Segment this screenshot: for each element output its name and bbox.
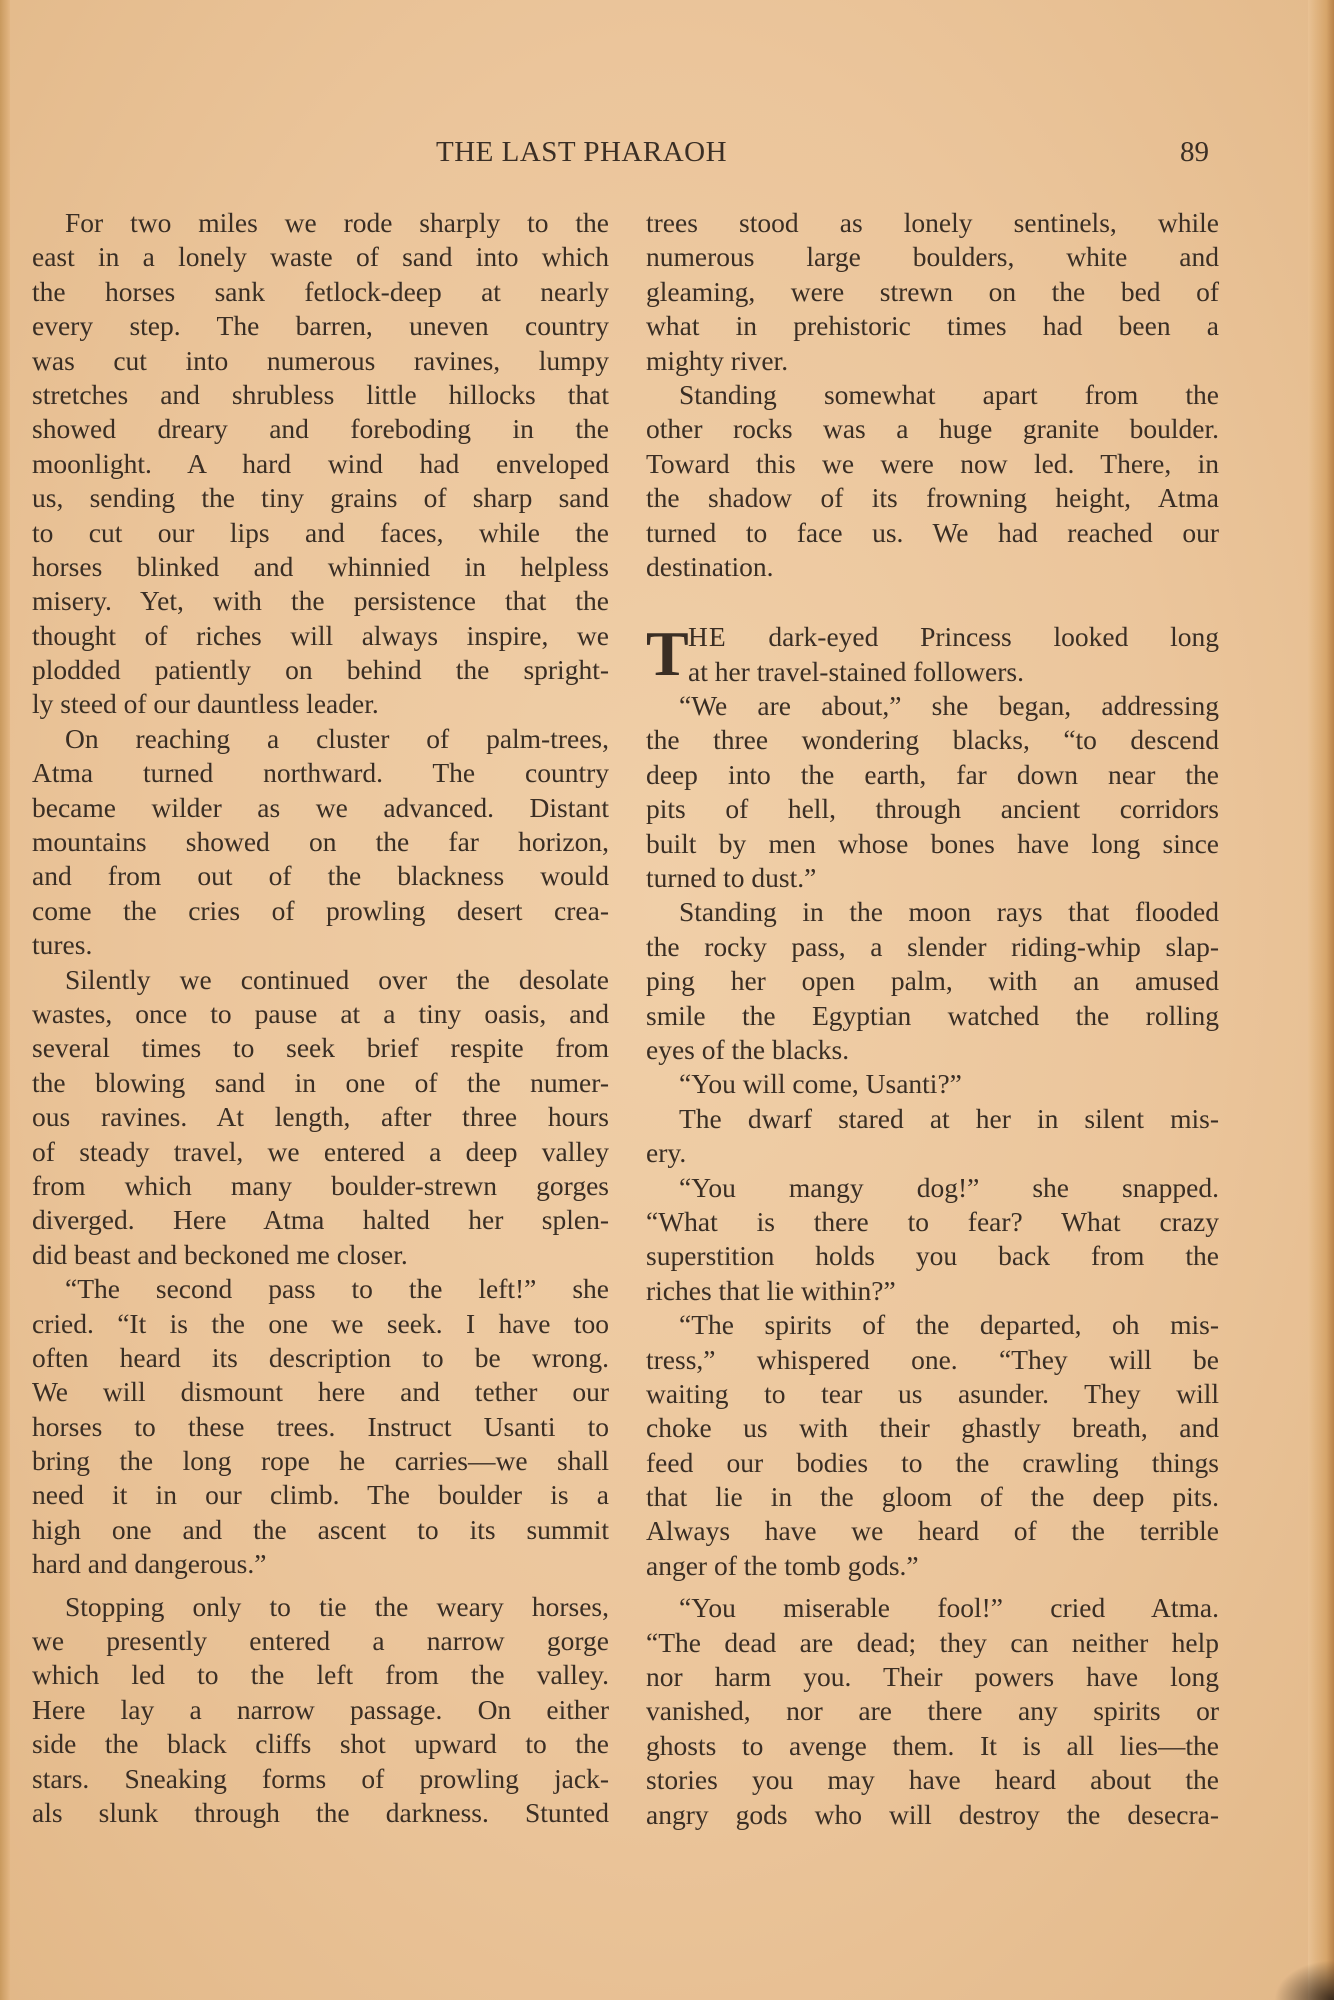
text-line: at her travel-stained followers. [688, 655, 1024, 687]
text-line: Standing in the moon rays that flooded [679, 896, 1219, 928]
text-line: superstition holds you back from the [646, 1240, 1219, 1272]
text-line: showed dreary and foreboding in the [32, 413, 609, 445]
text-line: that lie in the gloom of the deep pits. [646, 1481, 1219, 1513]
text-line: numerous large boulders, white and [646, 241, 1219, 273]
page-outer-edge [1308, 0, 1334, 2000]
text-line: come the cries of prowling desert crea- [32, 894, 609, 926]
text-line: On reaching a cluster of palm-trees, [65, 722, 609, 754]
text-line: eyes of the blacks. [646, 1033, 850, 1065]
text-line: nor harm you. Their powers have long [646, 1661, 1219, 1693]
text-line-rest: dark-eyed Princess looked long [726, 621, 1219, 653]
text-line: what in prehistoric times had been a [646, 310, 1219, 342]
text-line: tress,” whispered one. “They will be [646, 1343, 1219, 1375]
running-title: THE LAST PHARAOH [436, 136, 728, 168]
paragraph [646, 895, 1219, 1067]
paragraph [646, 206, 1219, 378]
text-line: Stopping only to tie the weary horses, [65, 1590, 609, 1622]
text-line: Always have we heard of the terrible [646, 1515, 1219, 1547]
text-line: The dwarf stared at her in silent mis- [679, 1102, 1219, 1134]
small-caps-lead: HE [688, 621, 727, 653]
text-line: pits of hell, through ancient corridors [646, 793, 1219, 825]
text-line: Silently we continued over the desolate [65, 963, 609, 995]
text-line: built by men whose bones have long since [646, 827, 1219, 859]
section-opening-paragraph [646, 620, 1219, 689]
text-line: need it in our climb. The boulder is a [32, 1479, 609, 1511]
text-line: horses to these trees. Instruct Usanti to [32, 1410, 609, 1442]
paragraph [32, 1590, 609, 1831]
text-line: waiting to tear us asunder. They will [646, 1377, 1219, 1409]
text-line: tures. [32, 929, 93, 961]
text-line: of steady travel, we entered a deep valley [32, 1135, 609, 1167]
text-line: “What is there to fear? What crazy [646, 1205, 1219, 1237]
text-line: “The dead are dead; they can neither help [646, 1626, 1219, 1658]
text-line: “You mangy dog!” she snapped. [679, 1171, 1219, 1203]
text-line: east in a lonely waste of sand into which [32, 241, 609, 273]
paragraph [646, 378, 1219, 584]
drop-cap: T [646, 618, 689, 690]
text-line: ghosts to avenge them. It is all lies—the [646, 1729, 1219, 1761]
paragraph [32, 206, 609, 722]
text-line: Atma turned northward. The country [32, 757, 609, 789]
text-line: and from out of the blackness would [32, 860, 609, 892]
text-line: turned to dust.” [646, 862, 817, 894]
text-line: ping her open palm, with an amused [646, 965, 1219, 997]
text-line: deep into the earth, far down near the [646, 758, 1219, 790]
text-line: stars. Sneaking forms of prowling jack- [32, 1762, 609, 1794]
page-binding-edge [0, 0, 10, 2000]
text-line: the three wondering blacks, “to descend [646, 724, 1219, 756]
text-line: horses blinked and whinnied in helpless [32, 550, 609, 582]
paragraph [646, 1591, 1219, 1832]
text-line: plodded patiently on behind the spright- [32, 654, 609, 686]
text-line: which led to the left from the valley. [32, 1659, 609, 1691]
text-line: ly steed of our dauntless leader. [32, 688, 379, 720]
text-line: moonlight. A hard wind had enveloped [32, 447, 609, 479]
text-line: from which many boulder-strewn gorges [32, 1169, 609, 1201]
text-line: Toward this we were now led. There, in [646, 447, 1219, 479]
text-line [646, 620, 1219, 654]
text-line: mountains showed on the far horizon, [32, 826, 609, 858]
page-number: 89 [1180, 136, 1209, 168]
text-line: us, sending the tiny grains of sharp sand [32, 482, 609, 514]
text-line: cried. “It is the one we seek. I have too [32, 1307, 609, 1339]
text-line: we presently entered a narrow gorge [32, 1625, 609, 1657]
text-line: the rocky pass, a slender riding-whip slap- [646, 930, 1219, 962]
running-head [0, 136, 1334, 176]
text-line: hard and dangerous.” [32, 1548, 267, 1580]
text-line: “We are about,” she began, addressing [679, 690, 1219, 722]
text-line: thought of riches will always inspire, we [32, 619, 609, 651]
paragraph [646, 1067, 1219, 1101]
paragraph [646, 1102, 1219, 1171]
text-line: riches that lie within?” [646, 1274, 896, 1306]
text-column-left [32, 206, 609, 1830]
text-line: other rocks was a huge granite boulder. [646, 413, 1219, 445]
text-line: Here lay a narrow passage. On either [32, 1693, 609, 1725]
text-line: We will dismount here and tether our [32, 1376, 609, 1408]
paragraph [32, 963, 609, 1273]
text-line: For two miles we rode sharply to the [65, 207, 609, 238]
text-line: choke us with their ghastly breath, and [646, 1412, 1219, 1444]
text-line: ous ravines. At length, after three hours [32, 1101, 609, 1133]
text-line: feed our bodies to the crawling things [646, 1446, 1219, 1478]
text-line: stretches and shrubless little hillocks that [32, 378, 609, 410]
text-line: every step. The barren, uneven country [32, 310, 609, 342]
text-line: side the black cliffs shot upward to the [32, 1728, 609, 1760]
text-line: did beast and beckoned me closer. [32, 1238, 408, 1270]
text-line: “You miserable fool!” cried Atma. [679, 1592, 1219, 1624]
text-line: smile the Egyptian watched the rolling [646, 999, 1219, 1031]
text-line: became wilder as we advanced. Distant [32, 791, 609, 823]
text-line: gleaming, were strewn on the bed of [646, 275, 1219, 307]
text-line: “The second pass to the left!” she [65, 1273, 609, 1305]
text-line: “The spirits of the departed, oh mis- [679, 1309, 1219, 1341]
paragraph [646, 689, 1219, 895]
text-line: bring the long rope he carries—we shall [32, 1445, 609, 1477]
text-line: diverged. Here Atma halted her splen- [32, 1204, 609, 1236]
text-line: anger of the tomb gods.” [646, 1549, 919, 1581]
text-line: the horses sank fetlock-deep at nearly [32, 275, 609, 307]
paragraph [32, 722, 609, 963]
paragraph [646, 1308, 1219, 1583]
text-line: high one and the ascent to its summit [32, 1513, 609, 1545]
text-line: vanished, nor are there any spirits or [646, 1695, 1219, 1727]
text-line: was cut into numerous ravines, lumpy [32, 344, 609, 376]
text-line: destination. [646, 550, 774, 582]
text-column-right [646, 206, 1219, 1832]
page-corner-shadow [1274, 1960, 1334, 2000]
text-line: to cut our lips and faces, while the [32, 516, 609, 548]
text-line: Standing somewhat apart from the [679, 378, 1219, 410]
text-line: several times to seek brief respite from [32, 1032, 609, 1064]
text-line: stories you may have heard about the [646, 1764, 1219, 1796]
text-line: trees stood as lonely sentinels, while [646, 207, 1219, 238]
text-line: angry gods who will destroy the desecra- [646, 1798, 1219, 1830]
text-line: misery. Yet, with the persistence that the [32, 585, 609, 617]
text-line: often heard its description to be wrong. [32, 1341, 609, 1373]
text-line: turned to face us. We had reached our [646, 516, 1219, 548]
text-line: the blowing sand in one of the numer- [32, 1066, 609, 1098]
text-line: “You will come, Usanti?” [679, 1068, 962, 1100]
text-line: the shadow of its frowning height, Atma [646, 482, 1219, 514]
paragraph [646, 1171, 1219, 1309]
section-break-space [646, 584, 1219, 620]
paragraph [32, 1272, 609, 1582]
text-line: ery. [646, 1137, 687, 1169]
text-line: als slunk through the darkness. Stunted [32, 1796, 609, 1828]
text-line: mighty river. [646, 344, 789, 376]
text-line: wastes, once to pause at a tiny oasis, and [32, 997, 609, 1029]
